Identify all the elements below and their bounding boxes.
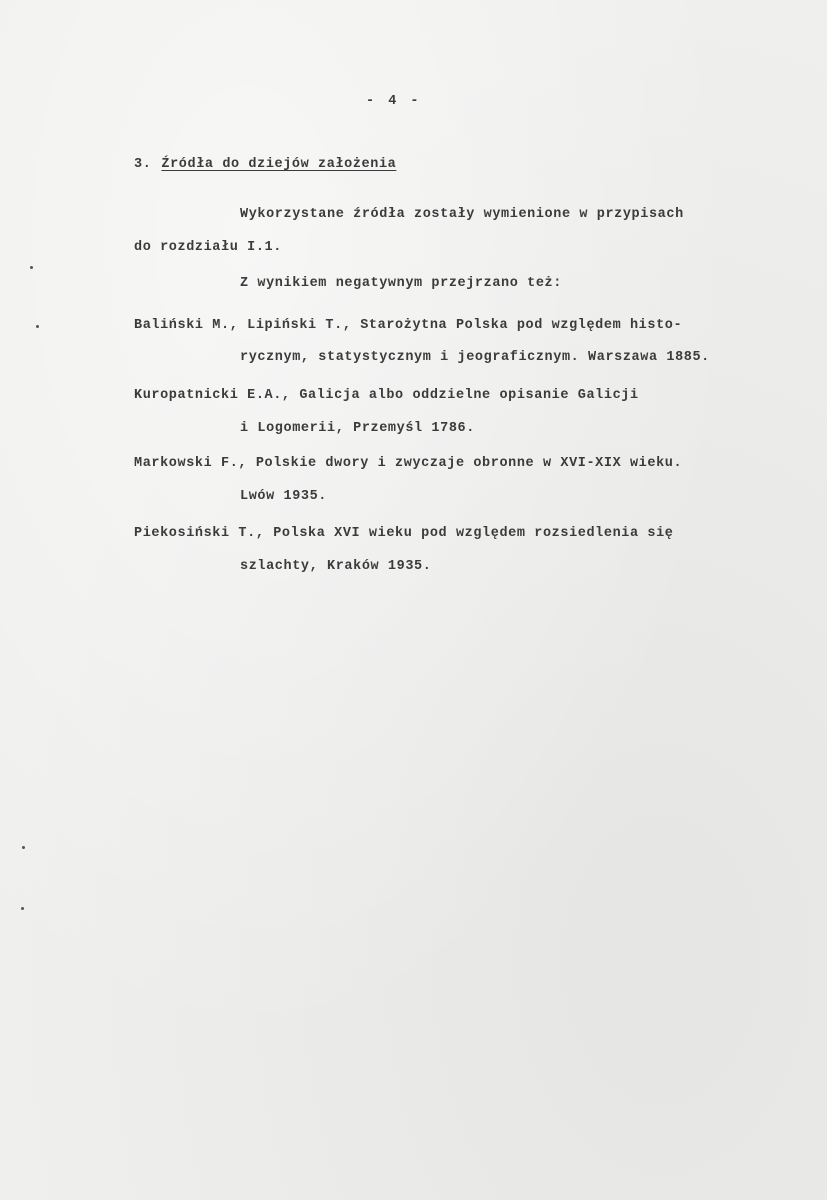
reference-line: rycznym, statystycznym i jeograficznym. Warszawa 1885. bbox=[240, 350, 710, 365]
reference-line: Baliński M., Lipiński T., Starożytna Polska pod względem histo- bbox=[134, 318, 683, 333]
section-heading bbox=[134, 157, 396, 172]
reference-line: Lwów 1935. bbox=[240, 489, 328, 504]
paragraph-line: Z wynikiem negatywnym przejrzano też: bbox=[240, 276, 562, 291]
reference-line: szlachty, Kraków 1935. bbox=[240, 559, 432, 574]
section-title: Źródła do dziejów założenia bbox=[161, 157, 397, 172]
margin-mark bbox=[22, 846, 25, 849]
reference-line: Piekosiński T., Polska XVI wieku pod względem rozsiedlenia się bbox=[134, 526, 674, 541]
page-number: - 4 - bbox=[366, 94, 422, 109]
paragraph-line: do rozdziału I.1. bbox=[134, 240, 282, 255]
reference-line: i Logomerii, Przemyśl 1786. bbox=[240, 421, 475, 436]
reference-line: Kuropatnicki E.A., Galicja albo oddzielne opisanie Galicji bbox=[134, 388, 639, 403]
section-number: 3. bbox=[134, 157, 152, 172]
margin-mark bbox=[36, 325, 39, 328]
paragraph-line: Wykorzystane źródła zostały wymienione w przypisach bbox=[240, 207, 684, 222]
margin-mark bbox=[21, 907, 24, 910]
reference-line: Markowski F., Polskie dwory i zwyczaje obronne w XVI-XIX wieku. bbox=[134, 456, 683, 471]
margin-mark bbox=[30, 266, 33, 269]
